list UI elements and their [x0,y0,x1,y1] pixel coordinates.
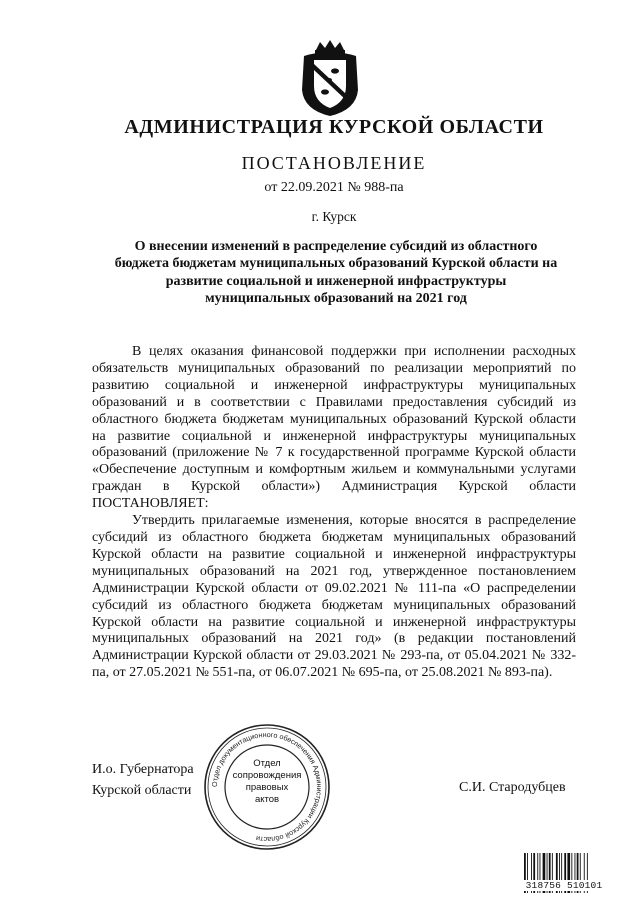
svg-text:Отдел документационного обеспе: Отдел документационного обеспечения Администрации Курской области [209,729,325,845]
subject-line: развитие социальной и инженерной инфраструктуры [165,273,507,289]
document-body [92,344,576,682]
coat-of-arms-icon [300,40,360,118]
document-subject [96,238,576,308]
organization-title: АДМИНИСТРАЦИЯ КУРСКОЙ ОБЛАСТИ [124,116,544,138]
document-kind: ПОСТАНОВЛЕНИЕ [241,153,427,173]
body-paragraph: Утвердить прилагаемые изменения, которые вносятся в распределение субсидий из областного бюджета бюджетам муниципальных образований Курской области на развитие социальной и инженерной инфраструктуры муниципальных образований на 2021 год, утвержденное постановлением Администрации Курской области от 09.02.2021 № 111-па «О распределении субсидий из областного бюджета бюджетам муниципальных образований Курской области на развитие социальной и инженерной инфраструктуры муниципальных образований на 2021 год» (в редакции постановлений Администрации Курской области от 29.03.2021 № 293-па, от 05.04.2021 № 332-па, от 27.05.2021 № 551-па, от 06.07.2021 № 695-па, от 25.08.2021 № 893-па). [92,513,576,681]
barcode-number: 318756 510101 [523,880,605,891]
subject-line: О внесении изменений в распределение субсидий из областного [134,239,538,254]
city: г. Курск [311,209,357,224]
subject-line: бюджета бюджетам муниципальных образований Курской области на [114,256,558,272]
signatory-name: С.И. Стародубцев [459,780,566,795]
stamp-text-line: правовых [245,782,289,793]
stamp-text [224,758,310,806]
stamp-text-line: Отдел [253,758,281,769]
subject-line: муниципальных образований на 2021 год [205,291,467,307]
signatory-position [92,759,194,801]
signatory-position-line: Курской области [92,783,192,798]
document-number: от 22.09.2021 № 988-па [264,180,404,195]
body-paragraph: В целях оказания финансовой поддержки при исполнении расходных обязательств муниципальных образований по реализации мероприятий по развитию социальной и инженерной инфраструктуры муниципальных образований и в соответствии с Правилами предоставления субсидий из областного бюджета бюджетам муниципальных образований Курской области на развитие социальной и инженерной инфраструктуры муниципальных образований (приложение № 7 к государственной программе Курской области «Обеспечение доступным и комфортным жильем и коммунальными услугами граждан в Курской области») Администрация Курской области ПОСТАНОВЛЯЕТ: [92,344,576,512]
stamp-text-line: актов [254,794,280,805]
signatory-position-line: И.о. Губернатора [92,762,194,777]
stamp-text-line: сопровождения [232,770,302,781]
